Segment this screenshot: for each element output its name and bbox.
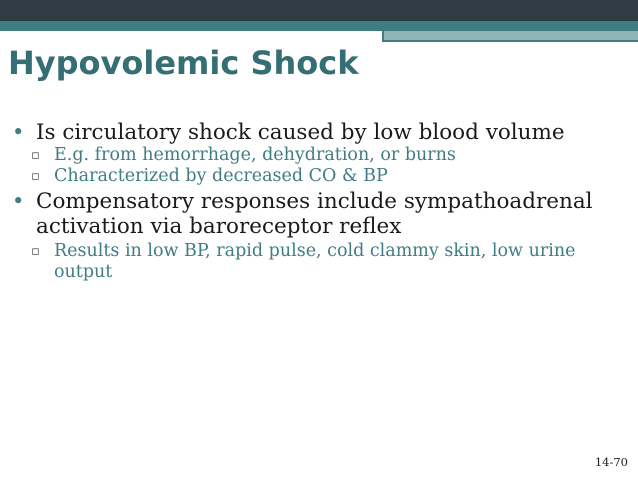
sub-bullet-item: [0, 241, 630, 283]
sub-bullet-text: E.g. from hemorrhage, dehydration, or burns: [54, 145, 456, 165]
bullet-item: [0, 120, 630, 145]
bullet-dot-icon: •: [12, 189, 25, 213]
sub-bullet-square-icon: ▫: [31, 169, 40, 184]
bullet-dot-icon: •: [12, 120, 25, 144]
slide-number: 14-70: [594, 455, 628, 469]
sub-bullet-square-icon: ▫: [31, 244, 40, 259]
bullet-text: Compensatory responses include sympathoadrenal activation via baroreceptor reflex: [36, 189, 593, 239]
sub-bullet-item: [0, 145, 630, 166]
slide-title: Hypovolemic Shock: [8, 44, 359, 82]
header-bar-accent-highlight: [384, 31, 638, 40]
sub-bullet-square-icon: ▫: [31, 148, 40, 163]
sub-bullet-item: [0, 166, 630, 187]
bullet-list: [0, 120, 630, 283]
header-bar-dark: [0, 0, 638, 21]
bullet-item: [0, 189, 630, 239]
sub-bullet-text: Characterized by decreased CO & BP: [54, 166, 388, 186]
bullet-text: Is circulatory shock caused by low blood volume: [36, 120, 565, 145]
sub-bullet-text: Results in low BP, rapid pulse, cold clammy skin, low urine output: [54, 241, 576, 282]
